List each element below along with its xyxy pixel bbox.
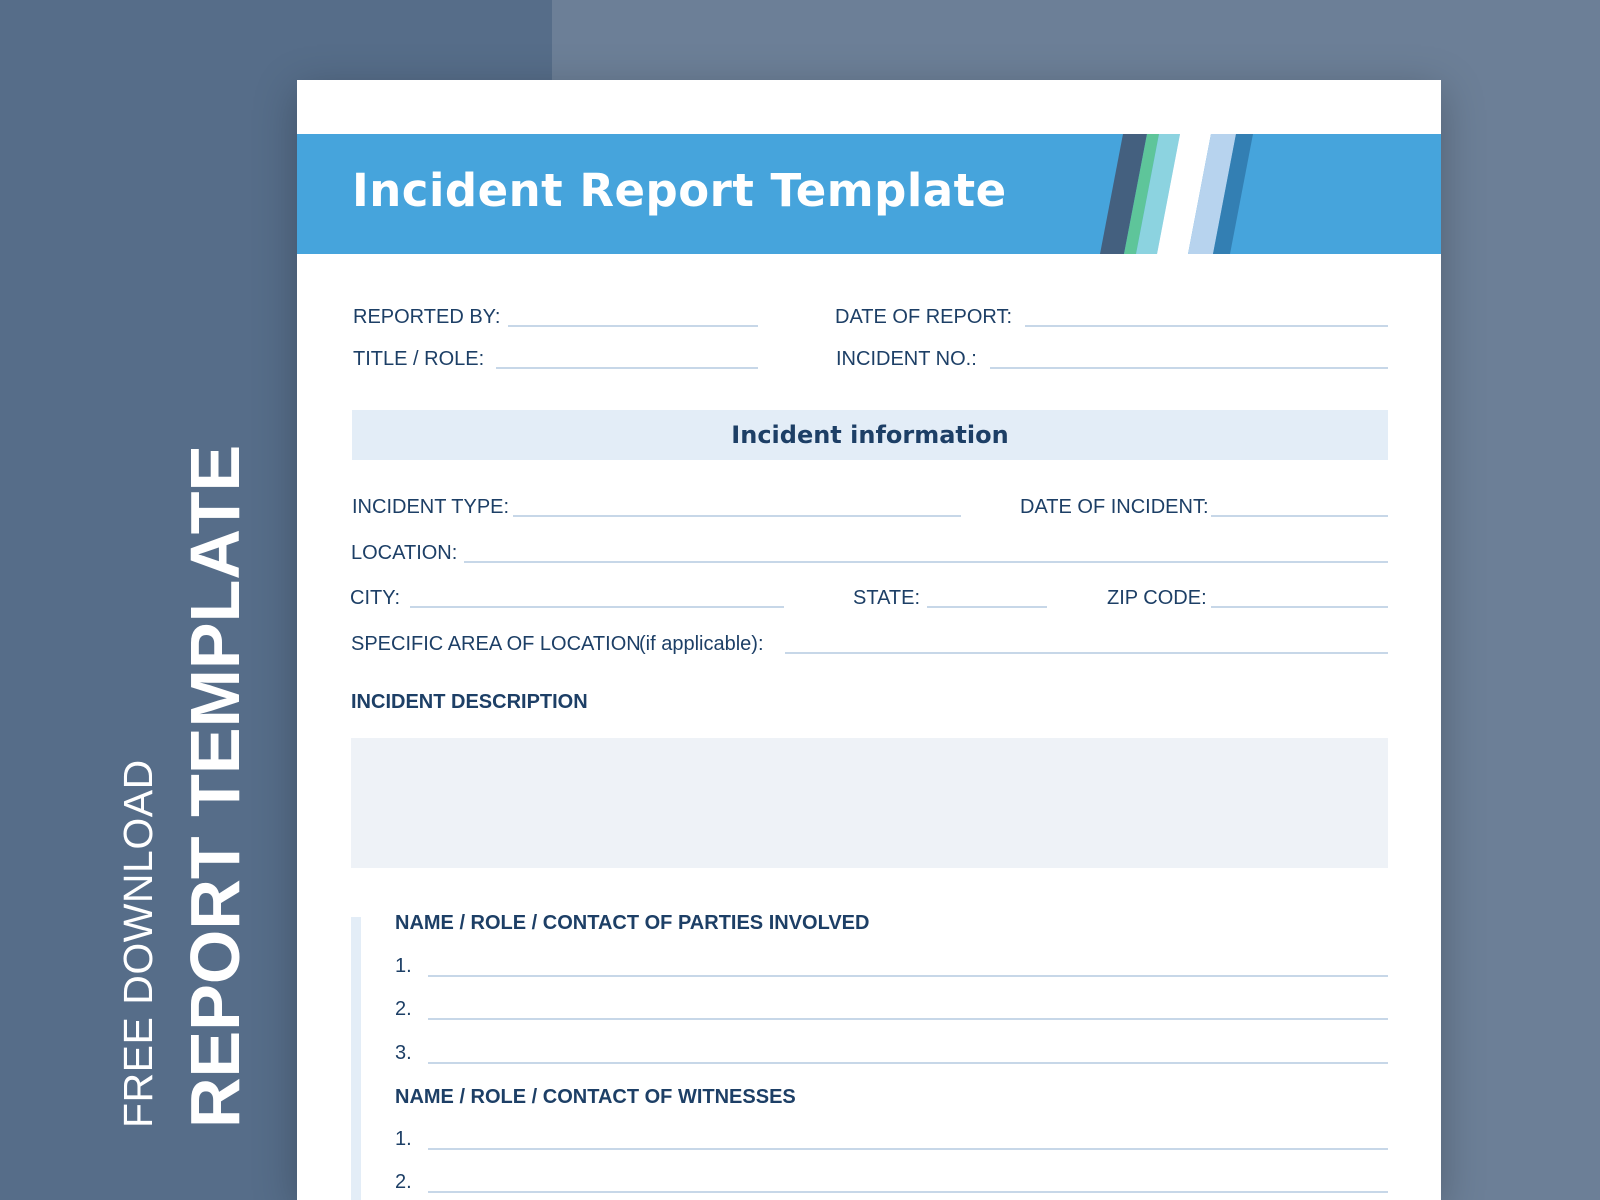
incident-no-line[interactable] <box>990 367 1388 369</box>
witness-number-1: 1. <box>395 1128 412 1150</box>
date-of-incident-line[interactable] <box>1211 515 1388 517</box>
reported-by-line[interactable] <box>508 325 758 327</box>
reported-by-label: REPORTED BY: <box>353 306 501 328</box>
city-label: CITY: <box>350 587 401 609</box>
incident-information-bar <box>352 410 1388 460</box>
incident-description-box[interactable] <box>351 738 1388 868</box>
side-title-big <box>168 444 254 1128</box>
city-line[interactable] <box>410 606 784 608</box>
date-of-incident-label: DATE OF INCIDENT: <box>1020 496 1209 518</box>
zip-code-label: ZIP CODE: <box>1107 587 1207 609</box>
party-number-3: 3. <box>395 1042 412 1064</box>
witnesses-heading: NAME / ROLE / CONTACT OF WITNESSES <box>395 1086 796 1108</box>
side-small-text: FREE DOWNLOAD <box>115 759 161 1128</box>
party-number-2: 2. <box>395 998 412 1020</box>
witness-line-1[interactable] <box>428 1148 1388 1150</box>
side-title <box>90 759 159 1128</box>
header-stripes <box>297 134 1441 254</box>
date-of-report-label: DATE OF REPORT: <box>835 306 1013 328</box>
title-role-line[interactable] <box>496 367 758 369</box>
incident-information-title: Incident information <box>731 421 1009 449</box>
incident-type-line[interactable] <box>513 515 961 517</box>
specific-area-note: (if applicable): <box>639 633 764 655</box>
location-label: LOCATION: <box>351 542 458 564</box>
parties-accent-bar <box>351 917 361 1200</box>
witness-number-2: 2. <box>395 1171 412 1193</box>
witness-line-2[interactable] <box>428 1191 1388 1193</box>
party-line-1[interactable] <box>428 975 1388 977</box>
side-big-text: REPORT TEMPLATE <box>176 444 254 1128</box>
state-label: STATE: <box>853 587 921 609</box>
specific-area-label: SPECIFIC AREA OF LOCATION <box>351 633 641 655</box>
incident-no-label: INCIDENT NO.: <box>836 348 977 370</box>
document-page <box>297 80 1441 1200</box>
location-line[interactable] <box>464 561 1388 563</box>
party-number-1: 1. <box>395 955 412 977</box>
header-band <box>297 134 1441 254</box>
party-line-2[interactable] <box>428 1018 1388 1020</box>
zip-code-line[interactable] <box>1211 606 1388 608</box>
incident-type-label: INCIDENT TYPE: <box>352 496 510 518</box>
parties-heading: NAME / ROLE / CONTACT OF PARTIES INVOLVED <box>395 912 870 934</box>
state-line[interactable] <box>927 606 1047 608</box>
title-role-label: TITLE / ROLE: <box>353 348 485 370</box>
date-of-report-line[interactable] <box>1025 325 1388 327</box>
party-line-3[interactable] <box>428 1062 1388 1064</box>
specific-area-line[interactable] <box>785 652 1388 654</box>
incident-description-heading: INCIDENT DESCRIPTION <box>351 691 588 713</box>
document-title: Incident Report Template <box>352 164 1007 217</box>
